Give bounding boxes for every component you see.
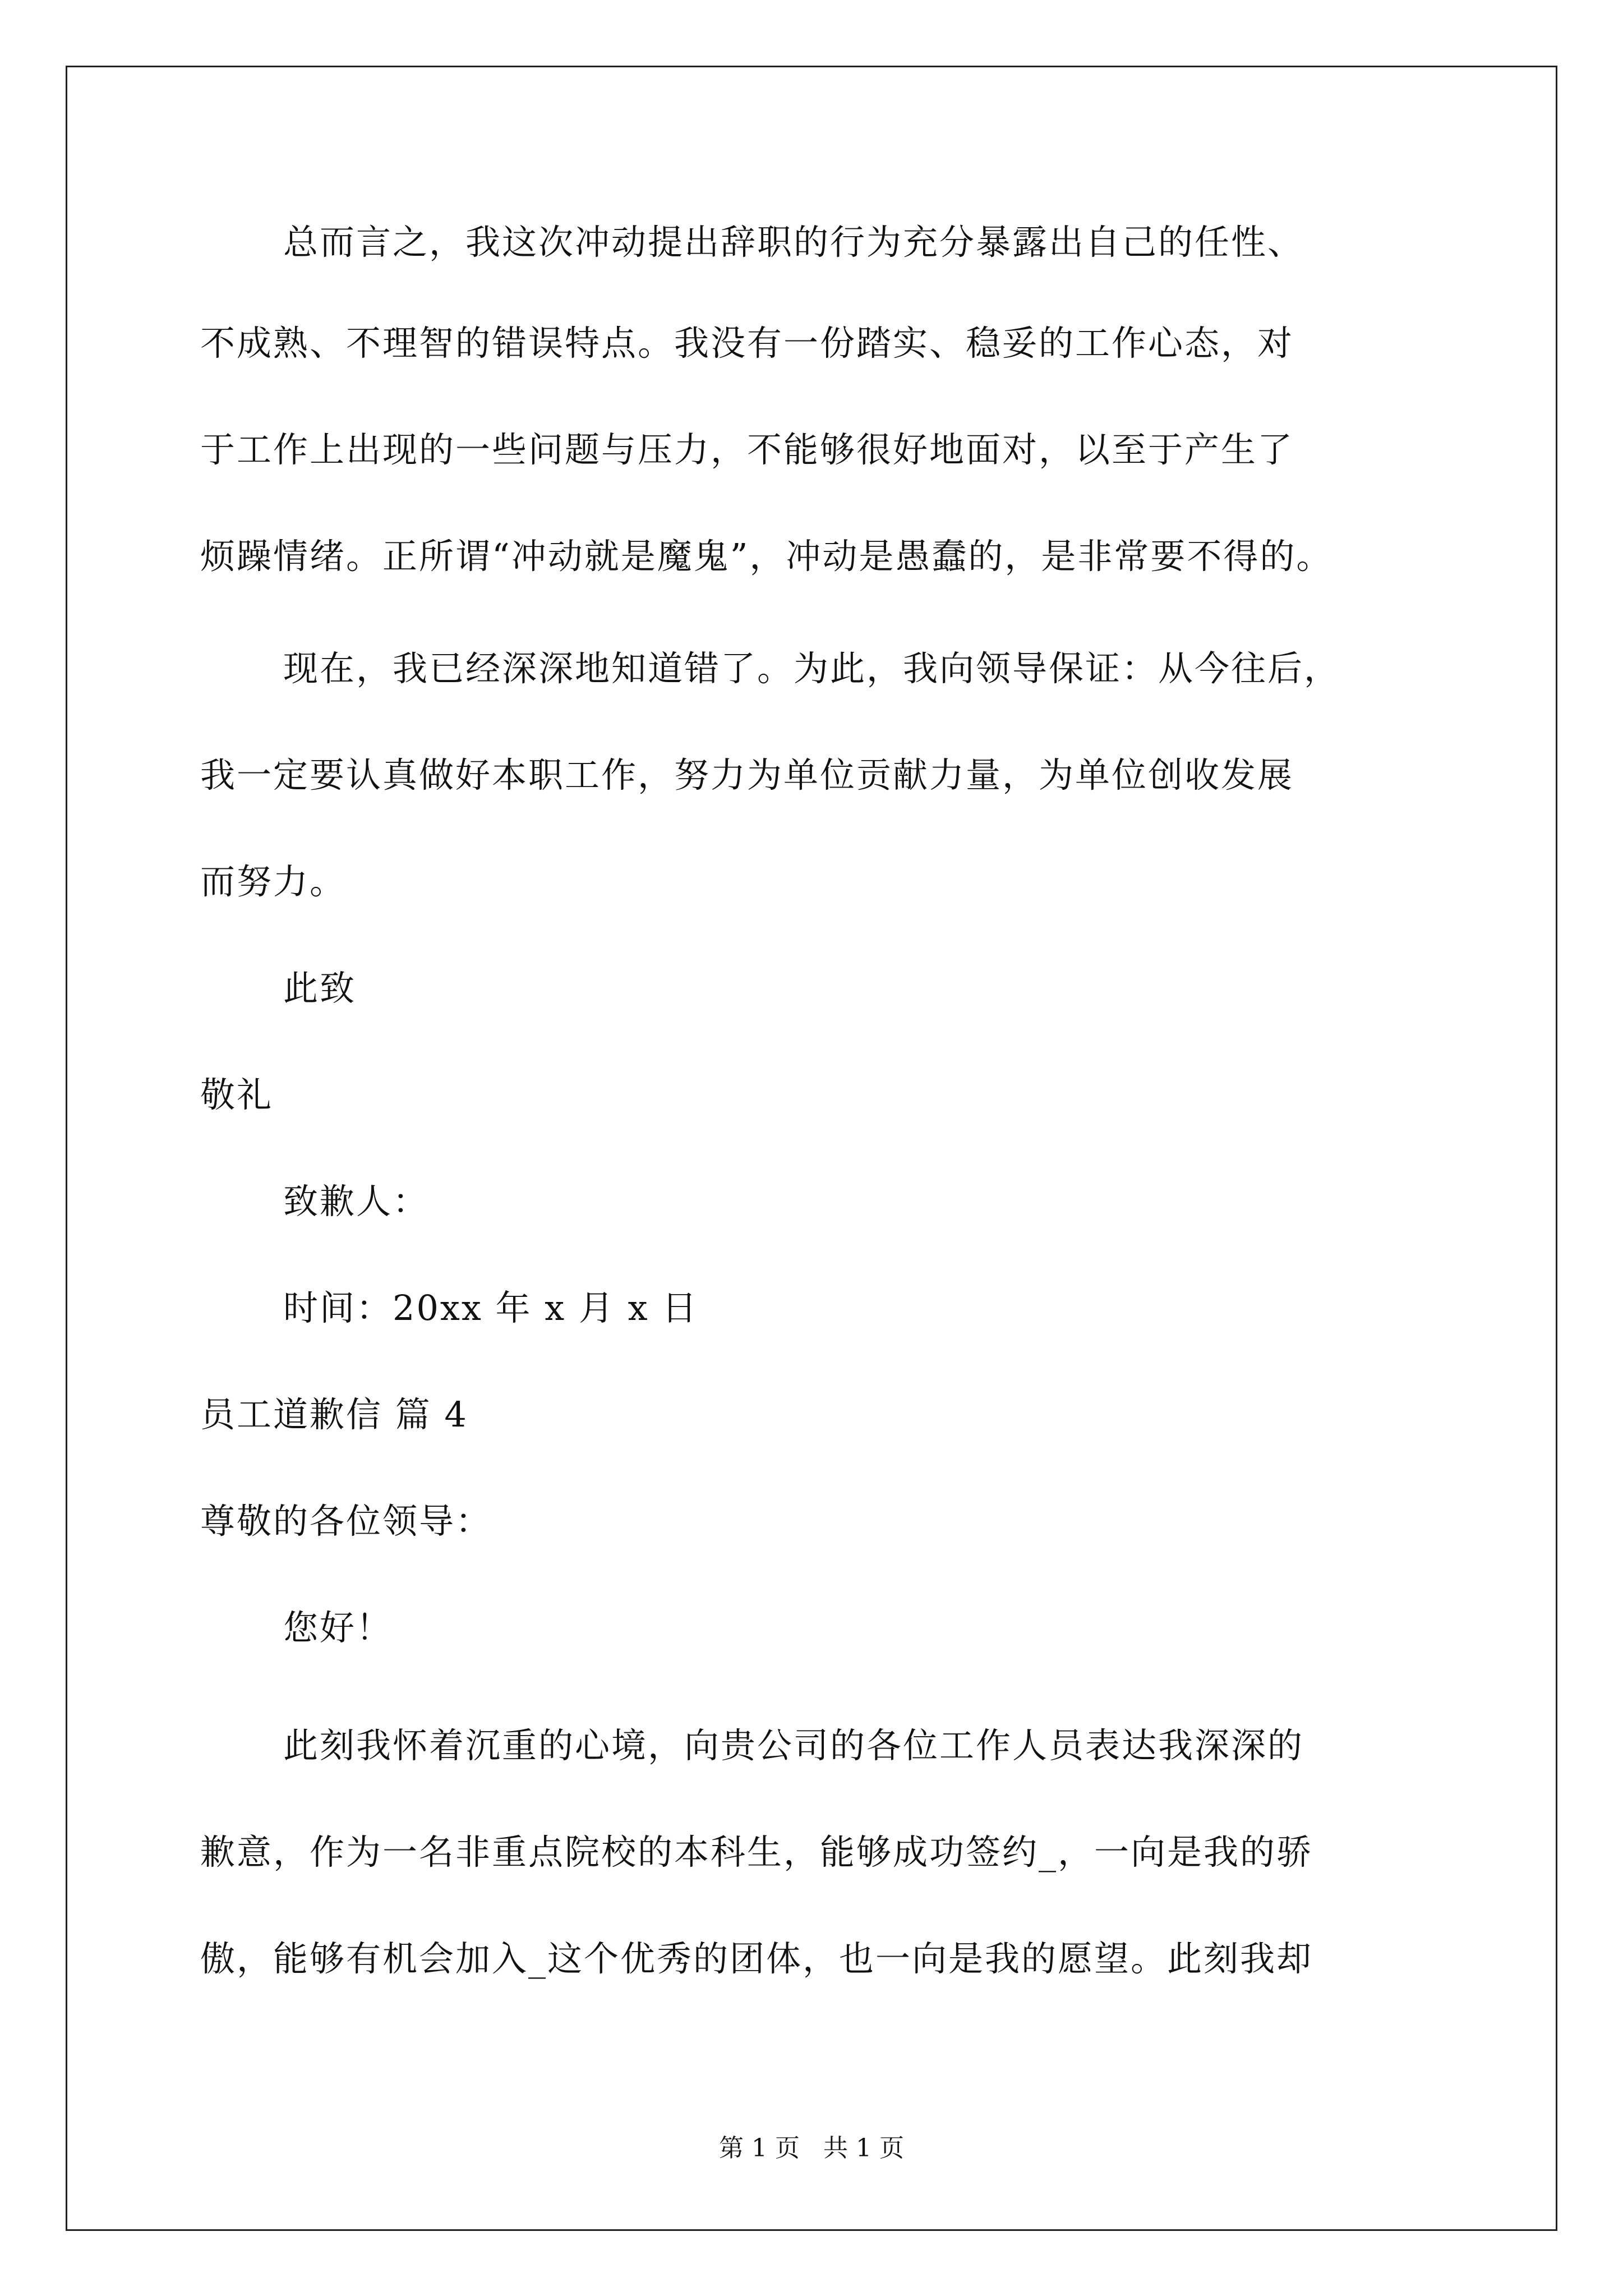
paragraph-1-line-2: 不成熟、不理智的错误特点。我没有一份踏实、稳妥的工作心态，对 [200,323,1294,364]
page-number-footer: 第 1 页 共 1 页 [719,2134,904,2162]
paragraph-3-line-1: 此刻我怀着沉重的心境，向贵公司的各位工作人员表达我深深的 [283,1725,1304,1766]
paragraph-1-line-1: 总而言之，我这次冲动提出辞职的行为充分暴露出自己的任性、 [283,222,1304,263]
paragraph-2-line-1: 现在，我已经深深地知道错了。为此，我向领导保证：从今往后， [283,648,1341,689]
paragraph-2-line-3: 而努力。 [200,861,347,902]
paragraph-1-line-3: 于工作上出现的一些问题与压力，不能够很好地面对，以至于产生了 [200,429,1294,470]
page-border [66,66,1557,2231]
closing-salutation: 此致 [283,968,357,1009]
paragraph-1-line-4: 烦躁情绪。正所谓“冲动就是魔鬼”，冲动是愚蠢的，是非常要不得的。 [200,536,1333,577]
paragraph-2-line-2: 我一定要认真做好本职工作，努力为单位贡献力量，为单位创收发展 [200,754,1294,795]
section-title: 员工道歉信 篇 4 [200,1394,468,1435]
paragraph-3-line-3: 傲，能够有机会加入_这个优秀的团体，也一向是我的愿望。此刻我却 [200,1938,1313,1979]
regards: 敬礼 [200,1074,274,1115]
paragraph-3-line-2: 歉意，作为一名非重点院校的本科生，能够成功签约_，一向是我的骄 [200,1832,1313,1872]
date-line: 时间：20xx 年 x 月 x 日 [283,1287,699,1328]
greeting: 尊敬的各位领导： [200,1501,492,1542]
hello-line: 您好！ [283,1607,393,1648]
signature-label: 致歉人： [283,1181,430,1222]
